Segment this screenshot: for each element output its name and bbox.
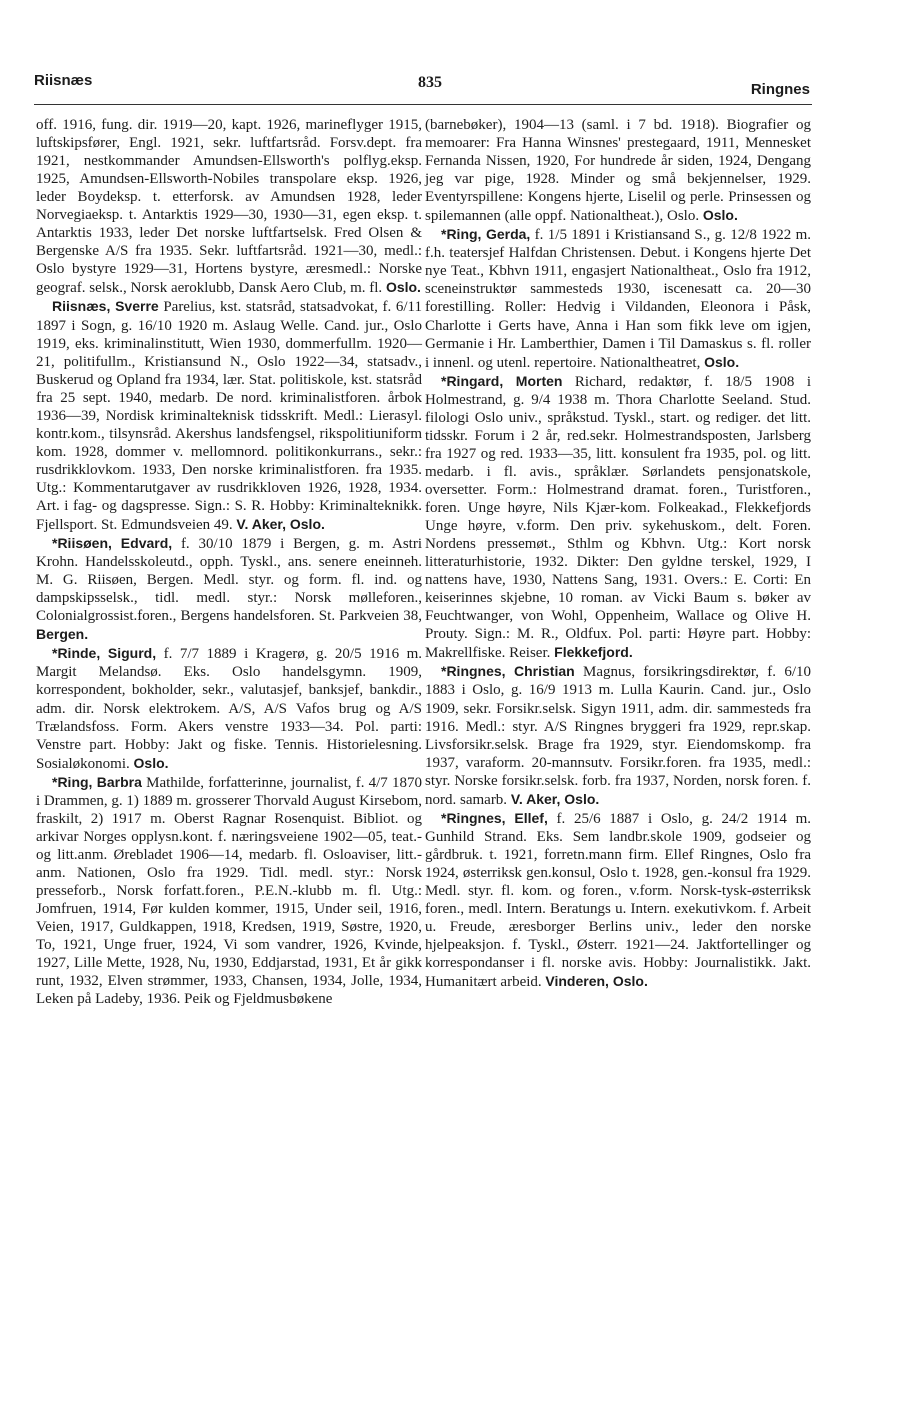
right-column <box>425 116 811 991</box>
entry-address: V. Aker, Oslo. <box>510 790 600 807</box>
entry <box>36 534 422 644</box>
entry-text: Mathilde, forfatterinne, journalist, f. 4/7 1870 i Drammen, g. 1) 1889 m. grosserer Thorvald August Kirsebom, fraskilt, 2) 1917 m. Oberst Ragnar Rosenquist. Bibliot. og arkivar Norges opplysn.kont. f. næringsveiene 1902—05, teat.- og litt.anm. Ørebladet 1906—14, medarb. fl. Osloaviser, litt.-anm. Nationen, Oslo fra 1929. Tidl. medl. styr.: Norsk presseforb., Norsk forfatt.foren., P.E.N.-klubb m. fl. Utg.: Jomfruen, 1914, Før kulden kommer, 1915, Under seil, 1916, Veien, 1917, Guldkappen, 1918, Kredsen, 1919, Søstre, 1920, To, 1921, Unge fruer, 1924, Vi som vandrer, 1926, Kvinde, 1927, Lille Mette, 1928, Nu, 1930, Eddjarstad, 1931, Et år gikk runt, 1932, Elven strømmer, 1933, Chansen, 1934, Jolle, 1934, Leken på Ladeby, 1936. Peik og Fjeldmusbøkene <box>36 774 423 1008</box>
entry-name: *Ring, Barbra <box>52 773 142 790</box>
entry-name: *Ringard, Morten <box>441 372 563 389</box>
entry-name: *Riisøen, Edvard, <box>52 535 173 552</box>
left-column <box>36 116 422 1008</box>
entry-text: f. 30/10 1879 i Bergen, g. m. Astri Krohn. Handelsskoleutd., opph. Tyskl., ans. senere eneinneh. M. G. Riisøen, Bergen. Medl. styr. og form. fl. ind. og dampskipsselsk., tidl. medl. styr.: Norsk mølleforen., Colonialgrossist.foren., Bergens handelsforen. St. Parkveien 38, <box>36 536 422 625</box>
entry-address: Oslo. <box>385 279 421 296</box>
entry-address: Oslo. <box>702 207 738 224</box>
entry-text: (barnebøker), 1904—13 (saml. i 7 bd. 1918). Biografier og memoarer: Fra Hanna Winsnes' prestegaard, 1911, Mennesket Fernanda Nissen, 1920, For hundrede år siden, 1924, Dengang jeg var pige, 1928. Minder og små bekjennelser, 1929. Eventyrspillene: Kongens hjerte, Liselil og perle. Prinsessen og spilemannen (alle oppf. Nationaltheat.), Oslo. <box>425 117 811 225</box>
entry-address: Flekkefjord. <box>554 644 633 661</box>
entry-address: Oslo. <box>133 754 169 771</box>
entry <box>36 297 422 534</box>
entry-name: *Ring, Gerda, <box>441 226 531 243</box>
entry-text: Magnus, forsikringsdirektør, f. 6/10 1883 i Oslo, g. 16/9 1913 m. Lulla Kaurin. Cand. jur., Oslo 1909, sekr. Forsikr.selsk. Sigyn 1911, adm. dir. sammesteds fra 1916. Medl.: styr. A/S Ringnes bryggeri fra 1929, repr.skap. Livsforsikr.selsk. Brage fra 1929, styr. Eiendomskomp. fra 1937, varaform. 20-mannsutv. Forsikr.foren. fra 1935, medl.: styr. Norske forsikr.selsk. forb. fra 1937, Norden, norsk foren. f. nord. samarb. <box>425 664 811 808</box>
entry-address: Vinderen, Oslo. <box>545 973 648 990</box>
entry-text: f. 7/7 1889 i Kragerø, g. 20/5 1916 m. Margit Melandsø. Eks. Oslo handelsgymn. 1909, korrespondent, bokholder, sekr., valutasjef, banksjef, bankdir., adm. dir. Norsk elektrokem. A/S, A/S Vafos brug og A/S Trælandsfoss. Form. Akers venstre 1933—34. Pol. parti: Venstre part. Hobby: Jakt og fiske. Tennis. Historielesning. Sosialøkonomi. <box>36 646 423 772</box>
entry-address: V. Aker, Oslo. <box>236 516 325 533</box>
header-right-word: Ringnes <box>750 81 810 98</box>
entry-text: f. 1/5 1891 i Kristiansand S., g. 12/8 1922 m. f.h. teatersjef Halfdan Christensen. Debut. i Kongens hjerte Det nye Teat., Kbhvn 1911, engasjert Nationaltheat., Oslo fra 1912, sceneinstruktør sammesteds 1930, iscenesatt ca. 20—30 forestilling. Roller: Hedvig i Vildanden, Eleonora i Påsk, Charlotte i Gerts have, Anna i Han som fikk leve om igjen, Germanie i Hr. Lamberthier, Damen i Til Damaskus s. fl. roller i innenl. og utenl. repertoire. Nationaltheatret, <box>425 227 812 371</box>
entry-text: Richard, redaktør, f. 18/5 1908 i Holmestrand, g. 9/4 1938 m. Thora Charlotte Seeland. Stud. filologi Oslo univ., språkstud. Tyskl., start. og rediger. det litt. tidsskr. Forum i 2 år, red.sekr. Holmestrandsposten, Jarlsberg fra 1927 og red. 1933—35, litt. konsulent fra 1935, pol. og litt. medarb. i fl. avis., språklær. Sørlandets pensjonatskole, oversetter. Form.: Holmestrand dramat. foren., Turistforen., foren. Unge høyre, Nils Kjær-kom. Folkeakad., Flekkefjords Unge høyre, v.form. Den priv. sykehuskom., delt. Foren. Nordens pressemøt., Sthlm og Kbhvn. Utg.: Kort norsk litteraturhistorie, 1932. Dikter: Den gyldne terskel, 1929, I nattens have, 1930, Nattens Sang, 1931. Overs.: E. Corti: En keiserinnes skjebne, 10 roman. av Vicki Baum s. bøker av Feuchtwanger, von Wohl, Oppenheim, Wallace og Olive H. Prouty. Sign.: M. R., Oldfux. Pol. parti: Høyre part. Hobby: Makrellfiske. Reiser. <box>425 373 812 662</box>
entry-name: *Ringnes, Ellef, <box>441 809 548 826</box>
entry-text: f. 25/6 1887 i Oslo, g. 24/2 1914 m. Gunhild Strand. Eks. Sem landbr.skole 1909, godseier og gårdbruk. t. 1921, forretn.mann firm. Ellef Ringnes, Oslo fra 1924, østerriksk gen.konsul, Oslo t. 1928, gen.-konsul fra 1929. Medl. styr. fl. kom. og foren., v.form. Norsk-tysk-østerriksk foren., medl. Intern. Beratungs u. Intern. exekutivkom. f. Arbeit u. Freude, æresborger Berlins univ., leder den norske hjelpeaksjon. f. Tyskl., Østerr. 1921—24. Jaktfortellinger og korrespondanser i fl. norske avis. Hobby: Journalistikk. Jakt. Humanitært arbeid. <box>425 810 811 991</box>
entry <box>425 225 811 371</box>
entry <box>425 662 811 808</box>
entry-name: *Rinde, Sigurd, <box>52 645 157 662</box>
entry-text: off. 1916, fung. dir. 1919—20, kapt. 1926, marineflyger 1915, luftskipsfører, Engl. 1921, sekr. luftfartsråd. Forsv.dept. fra 1921, nestkommander Amundsen-Ellsworth's polflyg.eksp. 1925, Amundsen-Ellsworth-Nobiles transpolare eksp. 1926, leder Boydeksp. t. etterforsk. av Amundsen 1928, leder Norvegiaeksp. t. Antarktis 1929—30, 1930—31, egen eksp. t. Antarktis 1933, leder Det norske luftfartselsk. Fred Olsen & Bergenske A/S fra 1935. Sekr. luftfartsråd. 1921—30, medl.: Oslo bystyre 1929—31, Hortens bystyre, æresmedl.: Norske geograf. selsk., Norsk aeroklubb, Dansk Aero Club, m. fl. <box>36 117 422 297</box>
entry-name: *Ringnes, Christian <box>441 663 575 680</box>
entry-address: Oslo. <box>704 353 740 370</box>
header-rule <box>34 104 812 105</box>
page-number: 835 <box>418 74 442 91</box>
entry <box>425 116 811 225</box>
header-left-word: Riisnæs <box>34 72 93 89</box>
entry <box>36 116 422 297</box>
entry <box>425 809 811 991</box>
entry <box>36 773 422 1009</box>
entry <box>36 644 422 772</box>
entry-text: Parelius, kst. statsråd, statsadvokat, f. 6/11 1897 i Sogn, g. 16/10 1920 m. Aslaug Welle. Cand. jur., Oslo 1919, eks. kriminalinstitutt, Wien 1930, dommerfullm. 1920—21, politifullm., Kristiansund N., Oslo 1922—34, statsadv., Buskerud og Opland fra 1934, lær. Stat. politiskole, kst. statsråd fra 25 sept. 1940, medarb. De nord. kriminalistforen. årbok 1936—39, Nordisk kriminalteknisk tidsskrift. Medl.: Lierasyl. kontr.kom., tilsynsråd. Akershus landsfengsel, rikspolitiuniform kom. 1928, dommer v. mellomnord. politikonkurrans., sekr.: rusdrikklovkom. 1933, Den norske kriminalistforen. fra 1935. Utg.: Kommentarutgaver av rusdrikkloven 1926, 1928, 1934. Art. i fag- og dagspresse. Sign.: S. R. Hobby: Kriminalteknikk. Fjellsport. St. Edmundsveien 49. <box>36 299 422 534</box>
entry <box>425 372 811 663</box>
entry-name: Riisnæs, Sverre <box>52 298 159 315</box>
entry-address: Bergen. <box>36 626 89 643</box>
